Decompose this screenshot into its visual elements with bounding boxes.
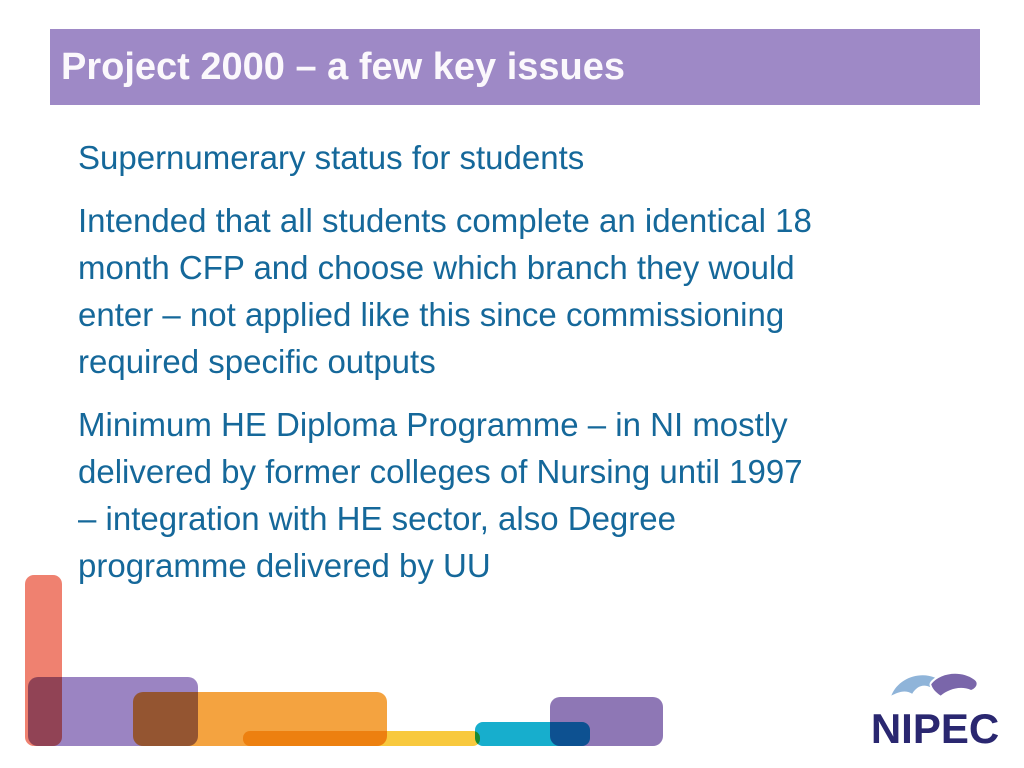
- nipec-logo-text: NIPEC: [870, 705, 1000, 752]
- paragraph-cfp: [78, 197, 988, 385]
- body-line: Supernumerary status for students: [78, 139, 585, 176]
- accent-bar-yellow: [243, 731, 480, 746]
- nipec-logo: [860, 670, 1010, 755]
- body-line: required specific outputs: [78, 343, 436, 380]
- paragraph-diploma: [78, 401, 988, 589]
- body-line: programme delivered by UU: [78, 547, 491, 584]
- body-line: Intended that all students complete an identical 18: [78, 202, 812, 239]
- slide-title: Project 2000 – a few key issues: [61, 45, 626, 88]
- nipec-swoosh-icon: [883, 670, 987, 708]
- title-bar: [50, 29, 980, 105]
- body-line: – integration with HE sector, also Degree: [78, 500, 676, 537]
- body-line: month CFP and choose which branch they would: [78, 249, 795, 286]
- paragraph-supernumerary: [78, 134, 988, 181]
- body-line: enter – not applied like this since commissioning: [78, 296, 785, 333]
- accent-bar-purple-small: [550, 697, 663, 746]
- body-line: delivered by former colleges of Nursing until 1997: [78, 453, 803, 490]
- slide-body: [78, 134, 988, 605]
- body-line: Minimum HE Diploma Programme – in NI mostly: [78, 406, 788, 443]
